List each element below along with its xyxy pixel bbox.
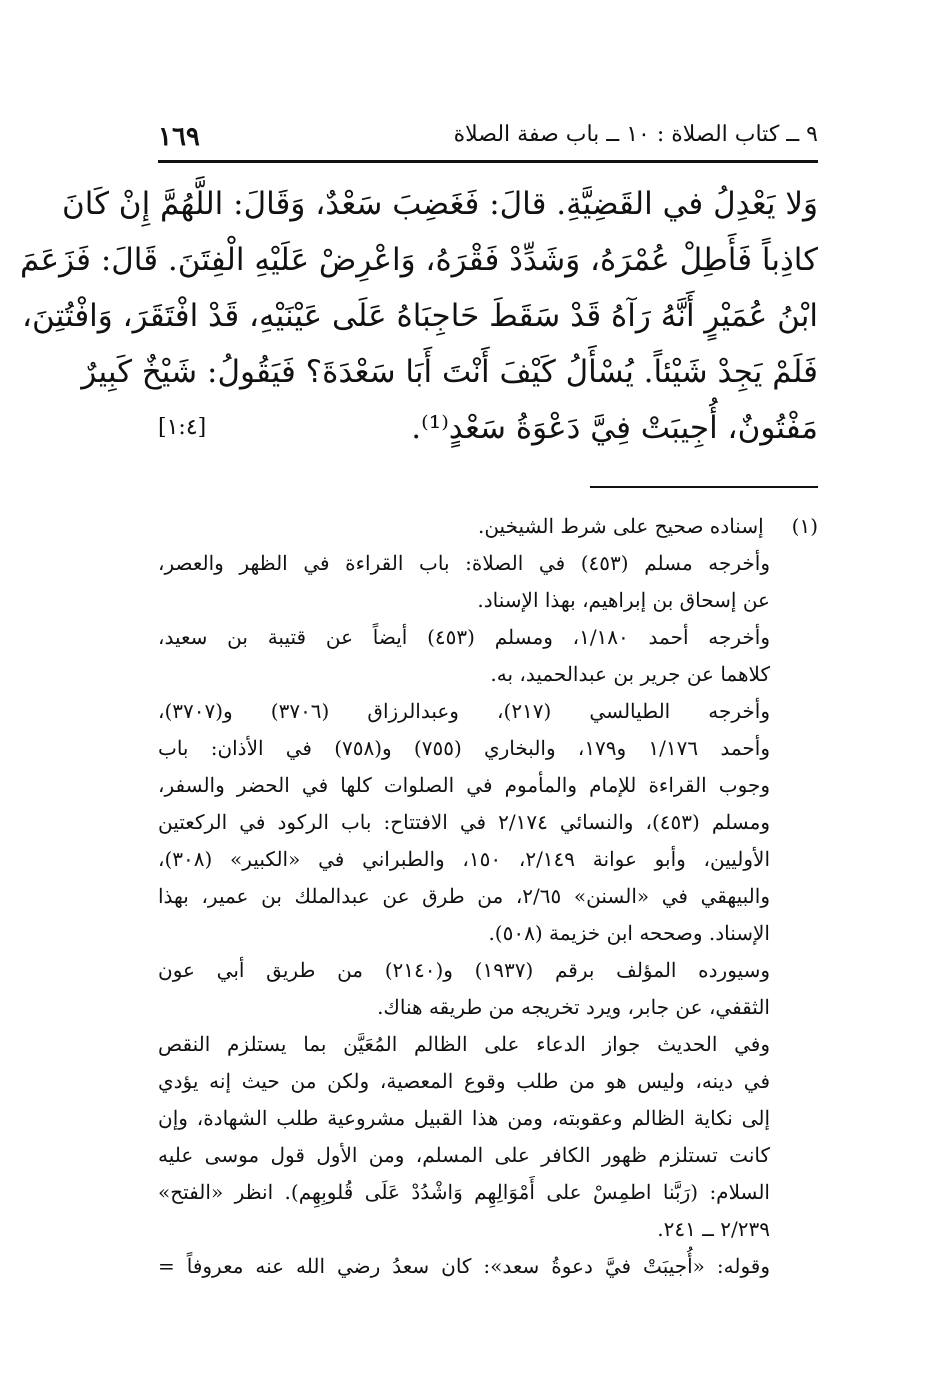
footnote-line: الإسناد. وصححه ابن خزيمة (٥٠٨). xyxy=(488,921,770,945)
footnote-line: (١) إسناده صحيح على شرط الشيخين. xyxy=(158,508,818,545)
hadith-line: وَلا يَعْدِلُ في القَضِيَّةِ. قالَ: فَغَضِبَ سَعْدٌ، وَقَالَ: اللَّهُمَّ إِنْ كَانَ xyxy=(61,186,818,222)
hadith-text xyxy=(19,176,818,456)
footnote-line: وأخرجه الطيالسي (٢١٧)، وعبدالرزاق (٣٧٠٦) و(٣٧٠٧)، xyxy=(158,699,770,723)
footnote-line: والبيهقي في «السنن» ٢/٦٥، من طرق عن عبدالملك بن عمير، بهذا xyxy=(158,884,770,908)
footnote-line: ٢/٢٣٩ ــ ٢٤١. xyxy=(657,1217,770,1241)
footnote-line: وأحمد ١/١٧٦ و١٧٩، والبخاري (٧٥٥) و(٧٥٨) في الأذان: باب xyxy=(158,736,770,760)
hadith-reference: [١:٤] xyxy=(158,415,207,440)
footnote-line: وأخرجه مسلم (٤٥٣) في الصلاة: باب القراءة في الظهر والعصر، xyxy=(158,551,770,575)
hadith-line: فَلَمْ يَجِدْ شَيْئاً. يُسْأَلُ كَيْفَ أَنْتَ أَبَا سَعْدَةَ؟ فَيَقُولُ: شَيْخٌ كَبِيرٌ xyxy=(81,354,818,390)
running-head: ٩ ــ كتاب الصلاة : ١٠ ــ باب صفة الصلاة xyxy=(453,122,818,147)
footnote-line: في دينه، وليس هو من طلب وقوع المعصية، ولكن من حيث إنه يؤدي xyxy=(158,1069,770,1093)
footnote-line: ومسلم (٤٥٣)، والنسائي ٢/١٧٤ في الافتتاح: باب الركود في الركعتين xyxy=(158,810,770,834)
hadith-line: مَفْتُونٌ، أُجِيبَتْ فِيَّ دَعْوَةُ سَعْدٍ⁽¹⁾. xyxy=(411,410,818,446)
hadith-last-line xyxy=(158,400,818,456)
page-number: ١٦٩ xyxy=(158,122,200,152)
footnote-line: كانت تستلزم ظهور الكافر على المسلم، ومن الأول قول موسى عليه xyxy=(158,1143,770,1167)
footnote-line: وقوله: «أُجيبَتْ فيَّ دعوةُ سعد»: كان سعدُ رضي الله عنه معروفاً = xyxy=(158,1254,770,1278)
footnote-line: الثقفي، عن جابر، ويرد تخريجه من طريقه هناك. xyxy=(377,995,770,1019)
footnote-line: وفي الحديث جواز الدعاء على الظالم المُعَيَّن بما يستلزم النقص xyxy=(158,1032,770,1056)
footnote-separator xyxy=(590,486,818,488)
hadith-line: كاذِباً فَأَطِلْ عُمْرَهُ، وَشَدِّدْ فَقْرَهُ، وَاعْرِضْ عَلَيْهِ الْفِتَنَ. قَالَ: فَزَعَمَ xyxy=(19,242,818,278)
footnote-line: إلى نكاية الظالم وعقوبته، ومن هذا القبيل مشروعية طلب الشهادة، وإن xyxy=(158,1106,771,1130)
footnote xyxy=(158,508,818,1285)
page-header xyxy=(158,118,818,158)
header-rule xyxy=(158,160,818,163)
footnote-line: عن إسحاق بن إبراهيم، بهذا الإسناد. xyxy=(477,588,770,612)
footnote-line: السلام: (رَبَّنا اطمِسْ على أَمْوَالِهِم وَاشْدُدْ عَلَى قُلوبِهِم). انظر «الفتح» xyxy=(158,1180,770,1204)
footnote-line: كلاهما عن جرير بن عبدالحميد، به. xyxy=(490,662,770,686)
footnote-line: وأخرجه أحمد ١/١٨٠، ومسلم (٤٥٣) أيضاً عن قتيبة بن سعيد، xyxy=(158,625,770,649)
footnote-line: وجوب القراءة للإمام والمأموم في الصلوات كلها في الحضر والسفر، xyxy=(158,773,770,797)
footnote-line: وسيورده المؤلف برقم (١٩٣٧) و(٢١٤٠) من طريق أبي عون xyxy=(158,958,771,982)
footnote-line: الأوليين، وأبو عوانة ٢/١٤٩، ١٥٠، والطبراني في «الكبير» (٣٠٨)، xyxy=(158,847,771,871)
footnote-number: (١) xyxy=(791,514,818,538)
hadith-line: ابْنُ عُمَيْرٍ أَنَّهُ رَآهُ قَدْ سَقَطَ حَاجِبَاهُ عَلَى عَيْنَيْهِ، قَدْ افْتَقَرَ، وَافْتُتِنَ، xyxy=(22,298,818,334)
